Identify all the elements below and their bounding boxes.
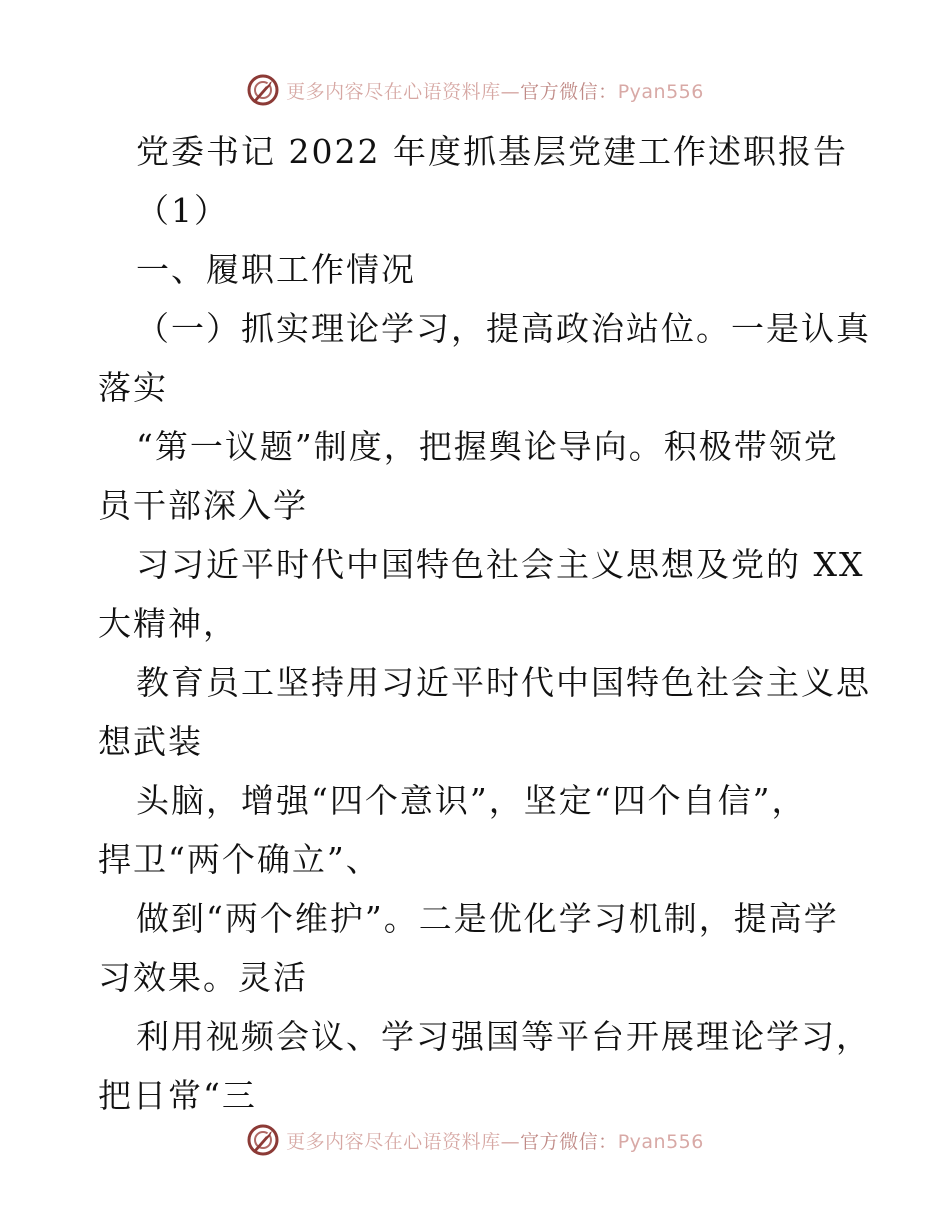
watermark-wechat-id: Pyan556 [617, 1130, 704, 1153]
document-title-number: （1） [136, 191, 229, 230]
paragraph-line: 习习近平时代中国特色社会主义思想及党的 XX [136, 545, 865, 584]
watermark-official-text: 官方微信： [520, 1130, 618, 1153]
paragraph-line: “第一议题”制度，把握舆论导向。积极带领党 [136, 427, 839, 466]
watermark-main-text: 更多内容尽在心语资料库 [286, 1130, 501, 1153]
paragraph-line: 想武装 [98, 722, 203, 761]
paragraph-line: 大精神， [98, 604, 238, 643]
watermark-official-text: 官方微信： [520, 80, 618, 103]
paragraph-line: （一）抓实理论学习，提高政治站位。一是认真 [136, 309, 871, 348]
paragraph-line: 捍卫“两个确立”、 [98, 840, 381, 879]
section-heading: 一、履职工作情况 [136, 250, 416, 289]
watermark-main-text: 更多内容尽在心语资料库 [286, 80, 501, 103]
paragraph-line: 利用视频会议、学习强国等平台开展理论学习， [136, 1017, 871, 1056]
document-title: 党委书记 2022 年度抓基层党建工作述职报告 [136, 132, 848, 171]
paragraph-line: 做到“两个维护”。二是优化学习机制，提高学 [136, 899, 839, 938]
watermark-wechat-id: Pyan556 [617, 80, 704, 103]
paragraph-line: 习效果。灵活 [98, 958, 308, 997]
paragraph-line: 落实 [98, 368, 168, 407]
pen-nib-icon [246, 1123, 280, 1157]
pen-nib-icon [246, 73, 280, 107]
paragraph-line: 教育员工坚持用习近平时代中国特色社会主义思 [136, 663, 871, 702]
watermark-separator: — [500, 1130, 521, 1153]
paragraph-line: 把日常“三 [98, 1076, 257, 1115]
watermark-banner-top [0, 70, 950, 110]
paragraph-line: 头脑，增强“四个意识”，坚定“四个自信”， [136, 781, 807, 820]
watermark-separator: — [500, 80, 521, 103]
document-body [98, 122, 871, 1125]
paragraph-line: 员干部深入学 [98, 486, 308, 525]
watermark-banner-bottom [0, 1120, 950, 1160]
